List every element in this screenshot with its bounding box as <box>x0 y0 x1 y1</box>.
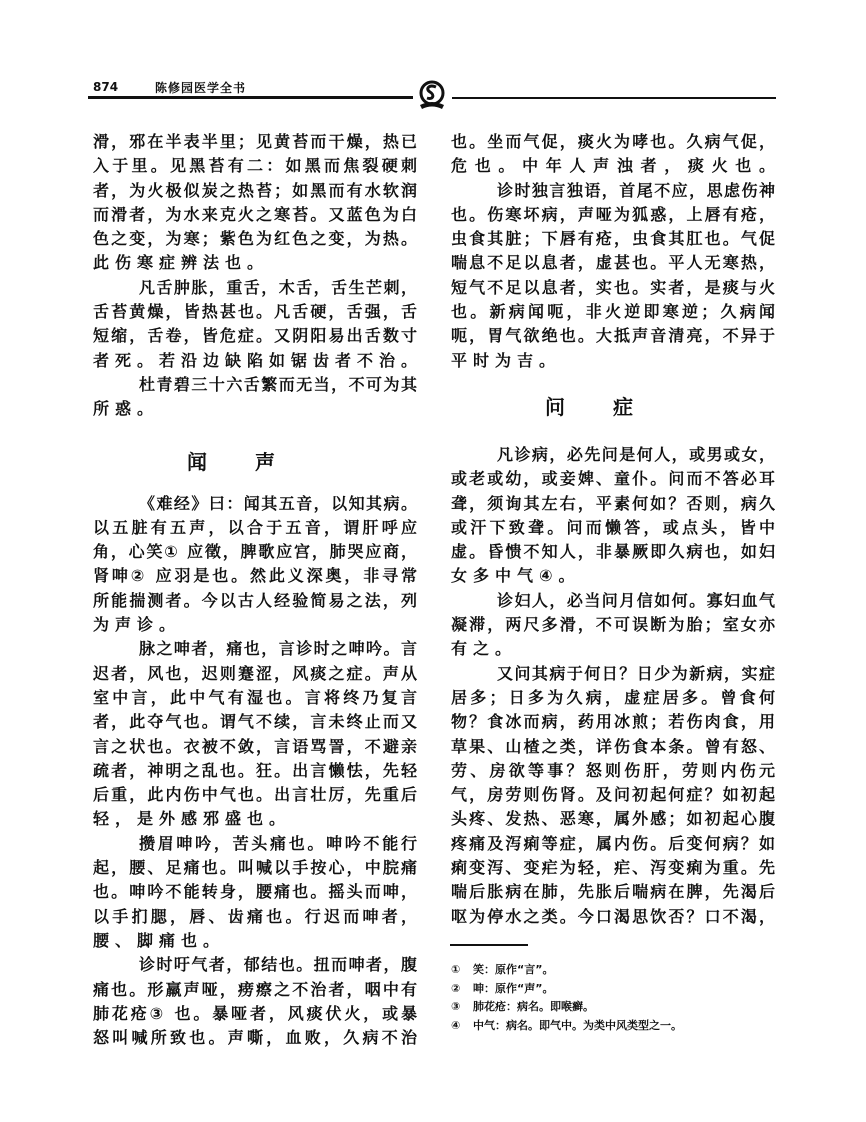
text-line: 草果、山楂之类，详伤食本条。曾有怒、 <box>451 736 775 756</box>
left-column <box>93 130 417 1050</box>
text-line: 杜青碧三十六舌繁而无当，不可为其 <box>139 374 417 394</box>
text-line: 疏者，神明之乱也。狂。出言懒怯，先轻 <box>93 760 417 780</box>
text-line: 也。新病闻呃，非火逆即寒逆；久病闻 <box>451 302 775 322</box>
text-line: 而滑者，为水来克火之寒苔。又蓝色为白 <box>93 204 417 224</box>
text-line: 诊时独言独语，首尾不应，思虑伤神 <box>497 180 775 200</box>
paragraph <box>93 953 417 1050</box>
text-line: 物？食冰而病，药用冰煎；若伤肉食，用 <box>451 712 775 732</box>
right-column <box>451 130 775 929</box>
text-line: 腰、脚痛也。 <box>93 930 226 950</box>
text-line: 所惑。 <box>93 399 160 419</box>
text-line: 有之。 <box>451 639 518 659</box>
text-line: 痛也。形羸声哑，痨瘵之不治者，咽中有 <box>93 979 417 999</box>
text-line: 头疼、发热、恶寒，属外感；如初起心腹 <box>451 809 775 829</box>
footnote-text: 呻：原作“声”。 <box>473 981 554 995</box>
text-line: 也。坐而气促，痰火为哮也。久病气促， <box>451 132 775 151</box>
text-line: 或老或幼，或妾婢、童仆。问而不答必耳 <box>451 469 775 489</box>
paragraph <box>93 637 417 831</box>
text-line: 诊妇人，必当问月信如何。寡妇血气 <box>497 590 775 610</box>
paragraph <box>93 130 417 276</box>
footnote-separator <box>450 944 528 946</box>
text-line: 或汗下致聋。问而懒答，或点头，皆中 <box>451 517 775 537</box>
text-line: 攒眉呻吟，苦头痛也。呻吟不能行 <box>139 833 417 853</box>
footnote-number: ③ <box>451 1000 461 1013</box>
publisher-emblem-icon <box>415 79 449 111</box>
text-line: 室中言，此中气有湿也。言将终乃复言 <box>93 687 417 707</box>
paragraph <box>451 443 775 589</box>
text-line: 虫食其脏；下唇有疮，虫食其肛也。气促 <box>451 229 775 249</box>
paragraph <box>451 130 775 179</box>
text-line: 色之变，为寒；紫色为红色之变，为热。 <box>93 229 417 249</box>
text-line: 《难经》曰：闻其五音，以知其病。 <box>139 493 417 513</box>
text-line: 气，房劳则伤肾。及问初起何症？如初起 <box>451 785 775 805</box>
text-line: 肺花疮③ 也。暴哑者，风痰伏火，或暴 <box>93 1003 417 1023</box>
text-line: 平时为吉。 <box>451 350 562 370</box>
text-line: 舌苔黄燥，皆热甚也。凡舌硬，舌强，舌 <box>93 302 417 322</box>
footnote-number: ④ <box>451 1018 461 1032</box>
paragraph <box>93 492 417 638</box>
text-line: 疼痛及泻痢等症，属内伤。后变何病？如 <box>451 833 775 853</box>
footnotes <box>451 961 781 1035</box>
footnote <box>451 980 781 999</box>
footnote <box>451 998 781 1017</box>
running-title: 陈修园医学全书 <box>155 81 247 95</box>
footnote-text: 肺花疮：病名。即喉癣。 <box>473 1000 594 1013</box>
text-line: 者，此夺气也。谓气不续，言未终止而又 <box>93 712 417 732</box>
text-line: 凡诊病，必先问是何人，或男或女， <box>497 444 775 464</box>
text-line: 劳、房欲等事？怒则伤肝，劳则内伤元 <box>451 760 775 780</box>
text-line: 喘后胀病在肺，先胀后喘病在脾，先渴后 <box>451 882 775 902</box>
text-line: 短气不足以息者，实也。实者，是痰与火 <box>451 277 775 297</box>
text-line: 也。伤寒坏病，声哑为狐惑，上唇有疮， <box>451 204 775 224</box>
paragraph <box>93 373 417 422</box>
text-line: 诊时吁气者，郁结也。扭而呻者，腹 <box>139 955 417 975</box>
text-line: 迟者，风也，迟则蹇涩，风痰之症。声从 <box>93 663 417 683</box>
text-line: 肾呻② 应羽是也。然此义深奥，非寻常 <box>93 566 417 586</box>
footnote <box>451 1017 781 1036</box>
text-line: 短缩，舌卷，皆危症。又阴阳易出舌数寸 <box>93 326 417 346</box>
paragraph <box>451 662 775 929</box>
text-line: 聋，须询其左右，平素何如？否则，病久 <box>451 493 775 513</box>
text-line: 滑，邪在半表半里；见黄苔而干燥，热已 <box>93 132 417 151</box>
text-line: 言之状也。衣被不敛，言语骂詈，不避亲 <box>93 736 417 756</box>
text-line: 女多中气④。 <box>451 566 581 586</box>
text-line: 喘息不足以息者，虚甚也。平人无寒热， <box>451 253 775 273</box>
text-line: 呕为停水之类。今口渴思饮否？口不渴， <box>451 906 775 926</box>
text-line: 虚。昏愦不知人，非暴厥即久病也，如妇 <box>451 542 775 562</box>
footnote <box>451 961 781 980</box>
text-line: 凡舌肿胀，重舌，木舌，舌生芒刺， <box>139 277 417 297</box>
text-line: 者死。若沿边缺陷如锯齿者不治。 <box>93 350 417 370</box>
text-line: 以手扪腮，唇、齿痛也。行迟而呻者， <box>93 906 417 926</box>
text-line: 也。呻吟不能转身，腰痛也。摇头而呻， <box>93 882 417 902</box>
text-line: 呃，胃气欲绝也。大抵声音清亮，不异于 <box>451 326 775 346</box>
text-line: 以五脏有五声，以合于五音，谓肝呼应 <box>93 517 417 537</box>
text-line: 为声诊。 <box>93 615 182 635</box>
text-line: 后重，此内伤中气也。出言壮厉，先重后 <box>93 785 417 805</box>
text-line: 又问其病于何日？日少为新病，实症 <box>497 663 775 683</box>
header-rule-left <box>88 96 413 99</box>
paragraph <box>93 832 417 953</box>
text-line: 轻，是外感邪盛也。 <box>93 809 292 829</box>
text-line: 起，腰、足痛也。叫喊以手按心，中脘痛 <box>93 858 417 878</box>
text-line: 角，心笑① 应徵，脾歌应宫，肺哭应商， <box>93 542 417 562</box>
footnote-number: ② <box>451 981 461 995</box>
text-line: 此伤寒症辨法也。 <box>93 253 270 273</box>
paragraph <box>451 589 775 662</box>
header-rule-right <box>452 97 776 99</box>
text-line: 者，为火极似炭之热苔；如黑而有水软润 <box>93 180 417 200</box>
paragraph <box>451 179 775 373</box>
paragraph <box>93 276 417 373</box>
text-line: 入于里。见黑苔有二：如黑而焦裂硬刺 <box>93 156 417 176</box>
page-number: 874 <box>93 80 119 94</box>
text-line: 脉之呻者，痛也，言诊时之呻吟。言 <box>139 639 417 659</box>
text-line: 危也。中年人声浊者，痰火也。 <box>451 156 775 176</box>
text-line: 所能揣测者。今以古人经验简易之法，列 <box>93 590 417 610</box>
text-line: 怒叫喊所致也。声嘶，血败，久病不治 <box>93 1028 417 1048</box>
footnote-text: 中气：病名。即气中。为类中风类型之一。 <box>473 1018 682 1032</box>
footnote-text: 笑：原作“言”。 <box>473 963 554 976</box>
text-line: 居多；日多为久病，虚症居多。曾食何 <box>451 687 775 707</box>
text-line: 凝滞，两尺多滑，不可误断为胎；室女亦 <box>451 615 775 635</box>
footnote-number: ① <box>451 963 461 976</box>
text-line: 痢变泻、变疟为轻，疟、泻变痢为重。先 <box>451 858 775 878</box>
section-heading: 问症 <box>545 394 681 419</box>
section-heading: 闻声 <box>187 449 323 474</box>
